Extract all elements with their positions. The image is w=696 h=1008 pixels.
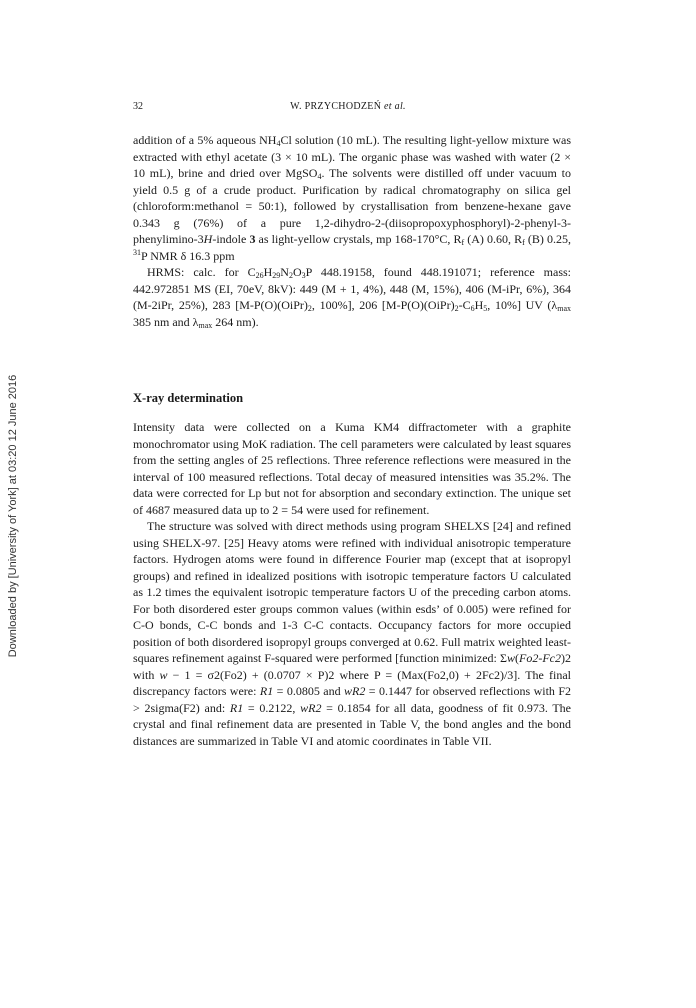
page-number: 32	[133, 101, 143, 112]
running-head-author: W. PRZYCHODZEŃ	[290, 101, 382, 112]
running-head	[0, 101, 696, 112]
xray-block	[133, 419, 571, 749]
paragraph-xray-refinement: The structure was solved with direct methods using program SHELXS [24] and refined using SHELX-97. [25] Heavy atoms were refined with individual anisotropic temperature factors. Hydrogen atoms were found in difference Fourier map (except that at isopropyl groups) and refined in idealized positions with isotropic temperature factors U calculated as 1.2 times the equivalent isotropic temperature factors U of the preceding carbon atoms. For both disordered ester groups common values (within esds’ of 0.005) were refined for C-O bonds, C-C bonds and 1-3 C-C contacts. Occupancy factors for more occupied position of both disordered isopropyl groups converged at 0.62. Full matrix weighted least-squares refinement against F-squared were performed [function minimized: Σw(Fo2-Fc2)2 with w − 1 = σ2(Fo2) + (0.0707 × P)2 where P = (Max(Fo2,0) + 2Fc2)/3]. The final discrepancy factors were: R1 = 0.0805 and wR2 = 0.1447 for observed reflections with F2 > 2sigma(F2) and: R1 = 0.2122, wR2 = 0.1854 for all data, goodness of fit 0.973. The crystal and final refinement data are presented in Table V, the bond angles and the bond distances are summarized in Table VI and atomic coordinates in Table VII.	[133, 519, 572, 748]
paragraph-xray-data: Intensity data were collected on a Kuma KM4 diffractometer with a graphite monochromator using MoK radiation. The cell parameters were calculated by least squares from the setting angles of 25 reflections. Three reference reflections were measured in the interval of 100 measured reflections. Total decay of measured intensities was 35.2%. The data were corrected for Lp but not for absorption and secondary extinction. The unique set of 4687 measured data up to 2 = 54 were used for refinement.	[133, 420, 571, 517]
download-note-text: Downloaded by [University of York] at 03:20 12 June 2016	[7, 374, 19, 658]
paragraph-hrms: HRMS: calc. for $C_{26}H_{29}N_2O_3P$ 448.19158, found 448.191071; reference mass: 442.972851 MS (EI, 70eV, 8kV): 449 (M + 1, 4%), 448 (M, 15%), 406 (M-iPr, 6%), 364 (M-2iPr, 25%), 283 [$M-P(O)(OiPr)_2$, 100%], 206 [$M-P(O)(OiPr)_2-C_6H_5$, 10%] UV ($\lambda_{max}$ 385 nm and $\lambda_{max}$ 264 nm).	[133, 265, 572, 330]
section-heading-xray: X-ray determination	[133, 391, 244, 405]
running-head-etal: et al.	[384, 101, 406, 112]
download-note	[3, 346, 23, 686]
paragraph-experimental: addition of a 5% aqueous $NH_4Cl$ solution (10 mL). The resulting light-yellow mixture was extracted with ethyl acetate (3 × 10 mL). The organic phase was washed with water (2 × 10 mL), brine and dried over MgSO$_4$. The solvents were distilled off under vacuum to yield 0.5 g of a crude product. Purification by radical chromatography on silica gel (chloroform:methanol = 50:1), followed by crystallisation from benzene-hexane gave 0.343 g (76%) of a pure 1,2-dihydro-2-(diisopropoxyphosphoryl)-2-phenyl-3-phenylimino-3H-indole 3 as light-yellow crystals, mp 168-170°C, $R_f$ (A) 0.60, $R_f$ (B) 0.25, $^{31}$P NMR δ 16.3 ppm	[133, 133, 572, 263]
experimental-block	[133, 132, 571, 330]
